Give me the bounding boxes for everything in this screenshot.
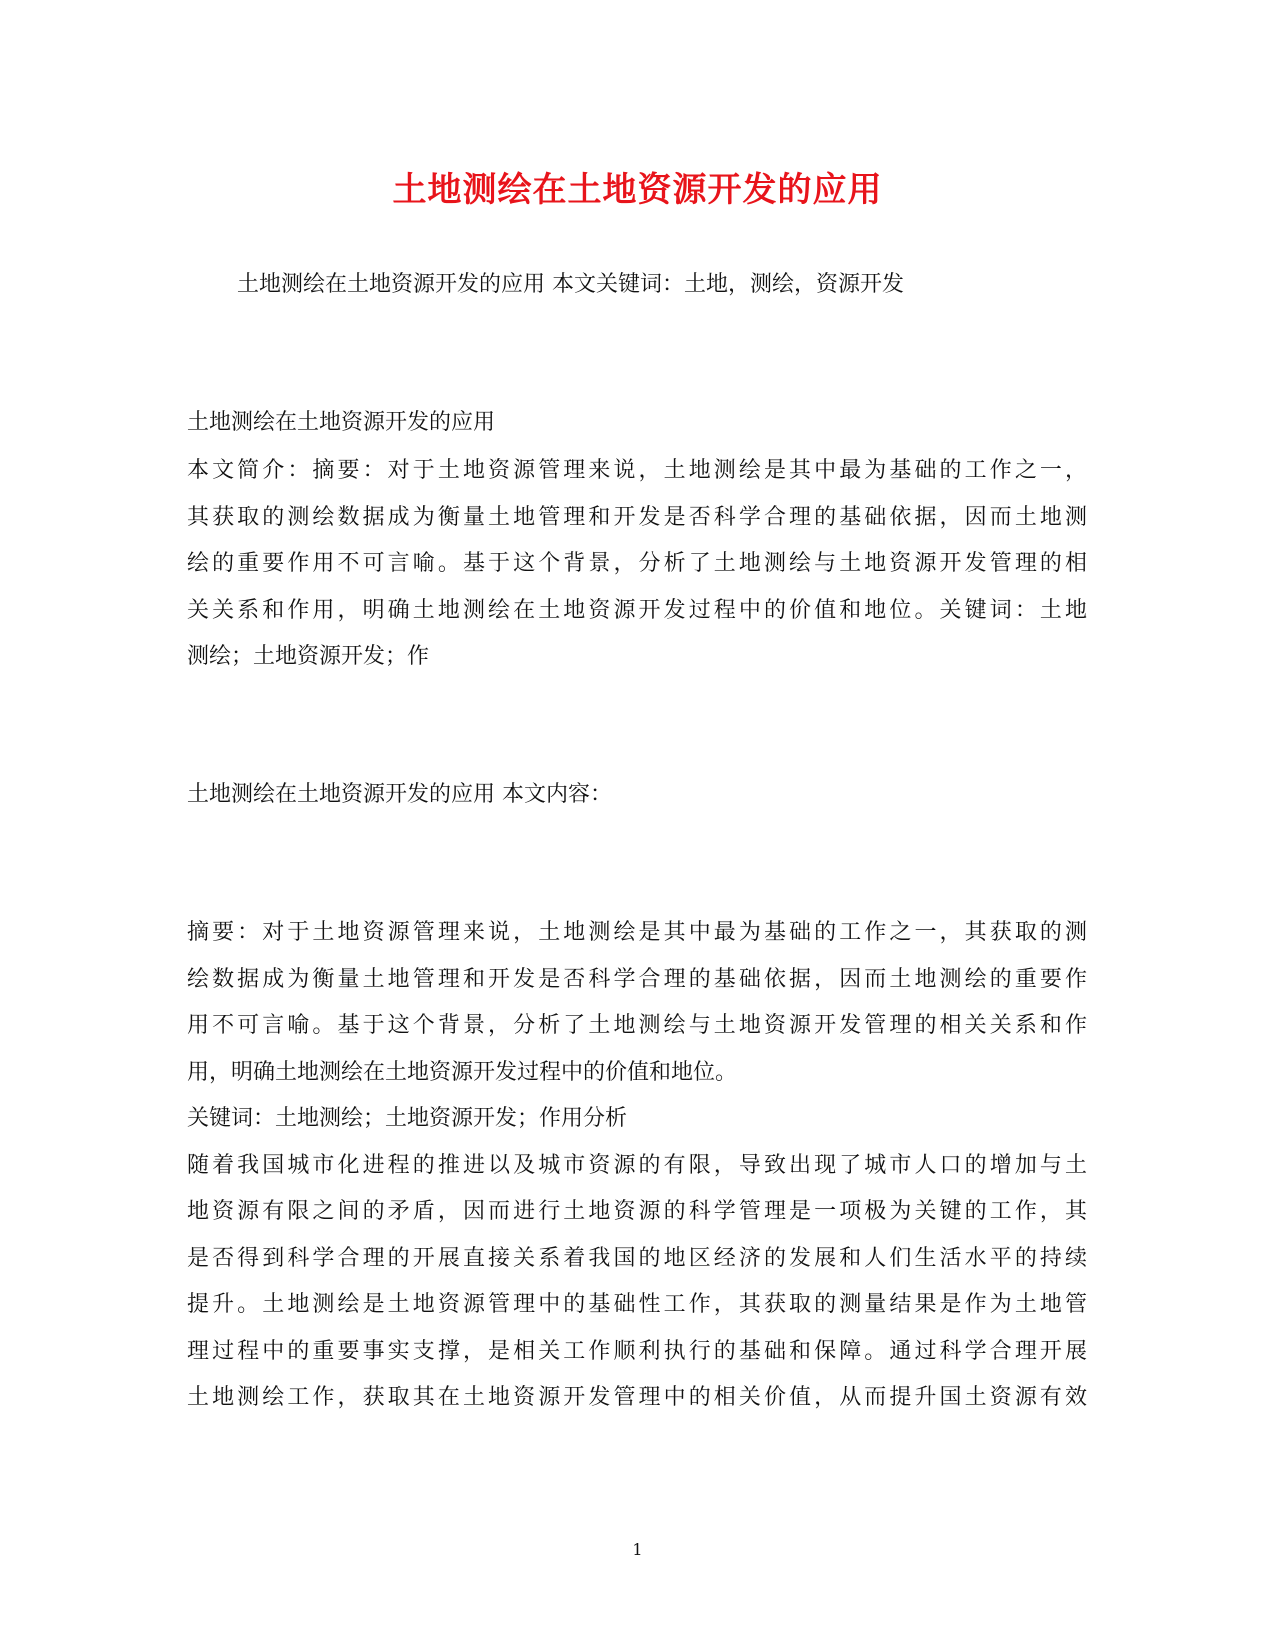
abstract-line: 摘要：对于土地资源管理来说，土地测绘是其中最为基础的工作之一，其获取的测: [187, 920, 1087, 945]
intro-heading: 土地测绘在土地资源开发的应用: [187, 410, 496, 435]
intro-line: 测绘；土地资源开发；作: [187, 644, 430, 669]
document-title: 土地测绘在土地资源开发的应用: [392, 170, 883, 210]
abstract-line: 绘数据成为衡量土地管理和开发是否科学合理的基础依据，因而土地测绘的重要作: [187, 967, 1087, 992]
abstract-line: 用，明确土地测绘在土地资源开发过程中的价值和地位。: [187, 1060, 738, 1085]
body-line: 是否得到科学合理的开展直接关系着我国的地区经济的发展和人们生活水平的持续: [187, 1246, 1087, 1271]
body-line: 土地测绘工作，获取其在土地资源开发管理中的相关价值，从而提升国土资源有效: [187, 1385, 1087, 1410]
body-line: 随着我国城市化进程的推进以及城市资源的有限，导致出现了城市人口的增加与土: [187, 1153, 1087, 1178]
body-line: 地资源有限之间的矛盾，因而进行土地资源的科学管理是一项极为关键的工作，其: [187, 1199, 1087, 1224]
intro-line: 绘的重要作用不可言喻。基于这个背景，分析了土地测绘与土地资源开发管理的相: [187, 551, 1087, 576]
body-line: 提升。土地测绘是土地资源管理中的基础性工作，其获取的测量结果是作为土地管: [187, 1292, 1087, 1317]
keywords-line: 关键词：土地测绘；土地资源开发；作用分析: [187, 1106, 628, 1131]
page-number: 1: [632, 1540, 643, 1559]
abstract-line: 用不可言喻。基于这个背景，分析了土地测绘与土地资源开发管理的相关关系和作: [187, 1013, 1087, 1038]
intro-line: 本文简介：摘要：对于土地资源管理来说，土地测绘是其中最为基础的工作之一，: [187, 458, 1087, 483]
keyword-line: 土地测绘在土地资源开发的应用 本文关键词：土地，测绘，资源开发: [237, 272, 904, 297]
content-heading: 土地测绘在土地资源开发的应用 本文内容：: [187, 782, 612, 807]
intro-line: 关关系和作用，明确土地测绘在土地资源开发过程中的价值和地位。关键词：土地: [187, 598, 1087, 623]
intro-line: 其获取的测绘数据成为衡量土地管理和开发是否科学合理的基础依据，因而土地测: [187, 505, 1087, 530]
body-line: 理过程中的重要事实支撑，是相关工作顺利执行的基础和保障。通过科学合理开展: [187, 1339, 1087, 1364]
